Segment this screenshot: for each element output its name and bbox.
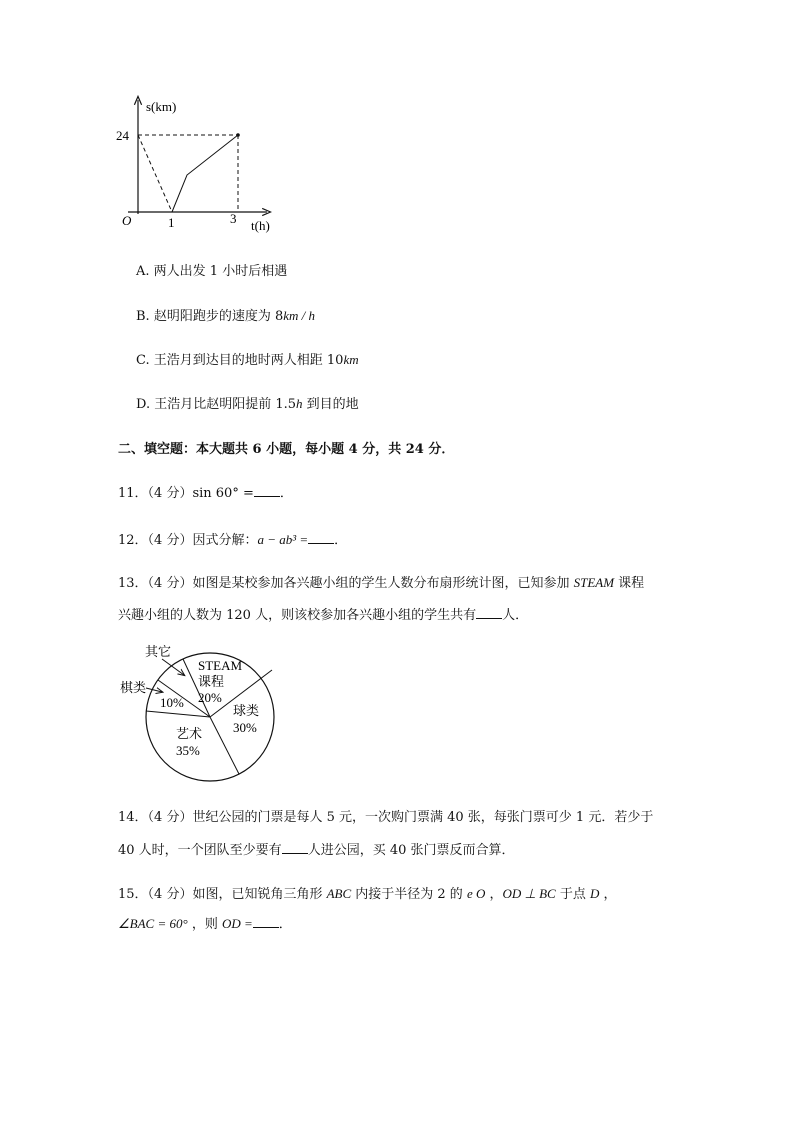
x-axis-label: t(h) — [251, 218, 270, 233]
q13-text-4: 人． — [502, 608, 529, 623]
question-13-line-1 — [118, 573, 644, 594]
option-d — [136, 394, 359, 415]
option-a-letter: A. — [136, 264, 150, 279]
x-tick-label-1: 1 — [168, 215, 175, 230]
q14-text-2: 人进公园，买 40 张门票反而合算． — [307, 843, 515, 858]
q15-perpendicular: OD ⊥ BC — [502, 886, 556, 901]
q15-answer-blank — [253, 915, 279, 928]
option-c — [136, 350, 359, 371]
q15-text-f: ，则 — [187, 917, 222, 932]
q15-text-a: 15．（4 分）如图，已知锐角三角形 — [118, 887, 327, 902]
x-tick-label-3: 3 — [230, 211, 237, 226]
pie-label-chess: 棋类 — [120, 680, 147, 695]
q12-end: ． — [334, 533, 348, 548]
q12-label: 12．（4 分）因式分解： — [118, 533, 258, 548]
question-15-line-1 — [118, 884, 617, 905]
divider-art-chess — [146, 711, 210, 717]
y-axis-label: s(km) — [146, 99, 177, 114]
q13-text-2: 课程 — [614, 576, 645, 591]
solid-path — [172, 135, 238, 212]
option-a-text: 两人出发 1 小时后相遇 — [153, 264, 288, 279]
option-d-text-post: 到目的地 — [302, 397, 359, 412]
option-b — [136, 306, 315, 327]
interest-group-pie-chart — [112, 640, 292, 785]
option-d-unit: h — [296, 396, 303, 411]
q13-text-1: 13．（4 分）如图是某校参加各兴趣小组的学生人数分布扇形统计图，已知参加 — [118, 576, 574, 591]
q15-text-e: ， — [599, 887, 617, 902]
q14-text-1: 40 人时，一个团队至少要有 — [118, 843, 282, 858]
option-d-text-pre: 王浩月比赵明阳提前 1.5 — [154, 397, 297, 412]
q15-text-c: ， — [485, 887, 503, 902]
pie-label-steam-pct: 20% — [198, 690, 222, 705]
question-14-line-2 — [118, 841, 515, 861]
q11-label: 11．（4 分） — [118, 486, 193, 501]
option-d-letter: D. — [136, 397, 151, 412]
question-11 — [118, 484, 293, 504]
pie-label-art-pct: 35% — [176, 743, 200, 758]
q13-text-3: 兴趣小组的人数为 120 人，则该校参加各兴趣小组的学生共有 — [118, 608, 477, 623]
pie-label-chess-pct: 10% — [160, 695, 184, 710]
option-b-unit: km / h — [283, 308, 316, 323]
q13-steam: STEAM — [573, 575, 615, 590]
q15-end: ． — [278, 917, 292, 932]
q11-expression: sin 60° = — [192, 486, 254, 501]
endpoint-dot — [236, 133, 240, 137]
other-pointer-arrow — [162, 659, 184, 675]
q13-answer-blank — [476, 606, 502, 619]
option-c-letter: C. — [136, 353, 150, 368]
pie-label-other: 其它 — [145, 644, 172, 659]
q15-triangle: ABC — [326, 886, 352, 901]
option-a — [136, 262, 287, 282]
pie-label-steam: STEAM — [198, 658, 243, 673]
origin-label: O — [122, 213, 132, 228]
q11-answer-blank — [254, 484, 280, 497]
chess-pointer-arrow — [146, 688, 162, 692]
q14-answer-blank — [282, 841, 308, 854]
q15-text-d: 于点 — [555, 887, 590, 902]
q15-point-d: D — [590, 886, 600, 901]
descending-dashed-line — [138, 135, 172, 212]
section-heading: 二、填空题：本大题共 6 小题，每小题 4 分，共 24 分． — [118, 442, 455, 457]
q15-text-b: 内接于半径为 2 的 — [351, 887, 467, 902]
q15-od: OD = — [221, 916, 253, 931]
pie-label-ball-pct: 30% — [233, 720, 257, 735]
option-c-text: 王浩月到达目的地时两人相距 10 — [153, 353, 344, 368]
q15-angle: ∠BAC = 60° — [118, 916, 188, 931]
q12-expression: a − ab³ = — [257, 532, 309, 547]
question-15-line-2 — [118, 914, 292, 935]
question-14-line-1: 14．（4 分）世纪公园的门票是每人 5 元，一次购门票满 40 张，每张门票可少 1 元．若少于 — [118, 810, 654, 825]
y-tick-label: 24 — [116, 128, 129, 143]
pie-label-art: 艺术 — [176, 726, 203, 741]
option-c-unit: km — [343, 352, 359, 367]
option-b-letter: B. — [136, 309, 150, 324]
pie-label-ball: 球类 — [233, 703, 260, 718]
option-b-text: 赵明阳跑步的速度为 8 — [153, 309, 284, 324]
question-13-line-2 — [118, 606, 528, 626]
q12-answer-blank — [308, 531, 334, 544]
q11-end: ． — [279, 486, 293, 501]
q15-circle: e O — [466, 886, 486, 901]
pie-label-steam-sub: 课程 — [198, 674, 225, 689]
distance-time-graph — [112, 95, 282, 245]
question-12 — [118, 530, 347, 551]
